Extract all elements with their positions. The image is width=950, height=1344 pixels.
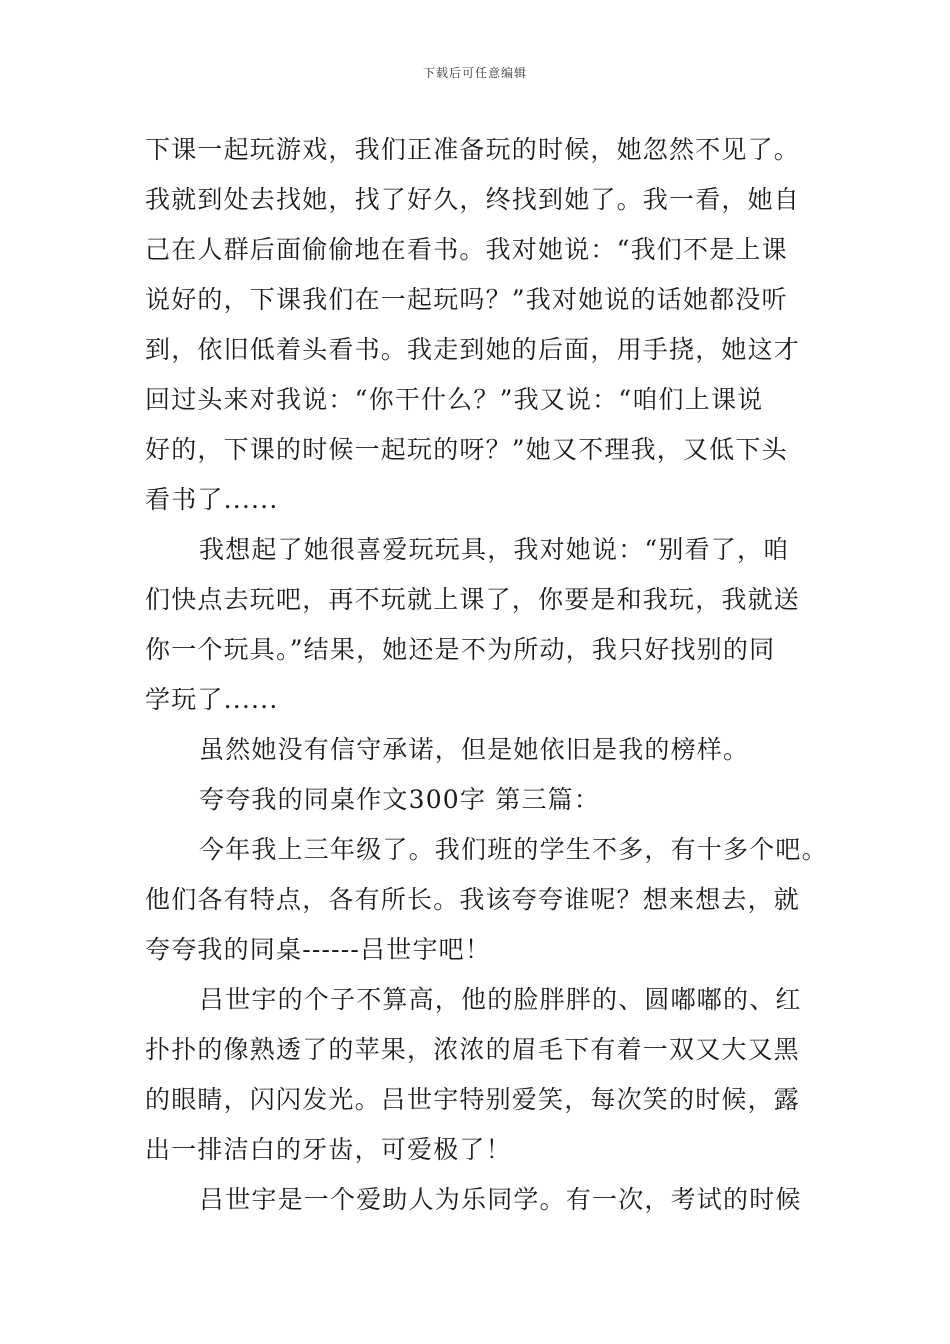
text-line: 我就到处去找她，找了好久，终找到她了。我一看，她自 <box>145 185 801 214</box>
text-line: 夸夸我的同桌------吕世宇吧！ <box>145 935 492 964</box>
text-line: 下课一起玩游戏，我们正准备玩的时候，她忽然不见了。 <box>145 135 801 164</box>
paragraph-start: 虽然她没有信守承诺，但是她依旧是我的榜样。 <box>199 735 750 764</box>
paragraph-start: 今年我上三年级了。我们班的学生不多，有十多个吧。 <box>199 835 828 864</box>
paragraph-start: 我想起了她很喜爱玩玩具，我对她说：“别看了，咱 <box>199 535 790 564</box>
text-line: 回过头来对我说：“你干什么？”我又说：“咱们上课说 <box>145 385 764 414</box>
text-line: 出一排洁白的牙齿，可爱极了！ <box>145 1135 512 1164</box>
paragraph-start: 吕世宇的个子不算高，他的脸胖胖的、圆嘟嘟的、红 <box>199 985 802 1014</box>
text-line: 们快点去玩吧，再不玩就上课了，你要是和我玩，我就送 <box>145 585 801 614</box>
document-body <box>145 125 828 1225</box>
page-header: 下载后可任意编辑 <box>422 66 527 80</box>
text-line: 己在人群后面偷偷地在看书。我对她说：“我们不是上课 <box>145 235 788 264</box>
paragraph-start: 吕世宇是一个爱助人为乐同学。有一次，考试的时候 <box>199 1185 802 1214</box>
section-heading: 夸夸我的同桌作文300字 第三篇： <box>199 785 601 814</box>
text-line: 看书了...... <box>145 485 279 514</box>
text-line: 好的，下课的时候一起玩的呀？”她又不理我，又低下头 <box>145 435 788 464</box>
text-line: 说好的，下课我们在一起玩吗？”我对她说的话她都没听 <box>145 285 788 314</box>
text-line: 的眼睛，闪闪发光。吕世宇特别爱笑，每次笑的时候，露 <box>145 1085 801 1114</box>
text-line: 扑扑的像熟透了的苹果，浓浓的眉毛下有着一双又大又黑 <box>145 1035 801 1064</box>
text-line: 学玩了...... <box>145 685 279 714</box>
text-line: 你一个玩具。”结果，她还是不为所动，我只好找别的同 <box>145 635 776 664</box>
text-line: 他们各有特点，各有所长。我该夸夸谁呢？想来想去，就 <box>145 885 801 914</box>
text-line: 到，依旧低着头看书。我走到她的后面，用手挠，她这才 <box>145 335 801 364</box>
